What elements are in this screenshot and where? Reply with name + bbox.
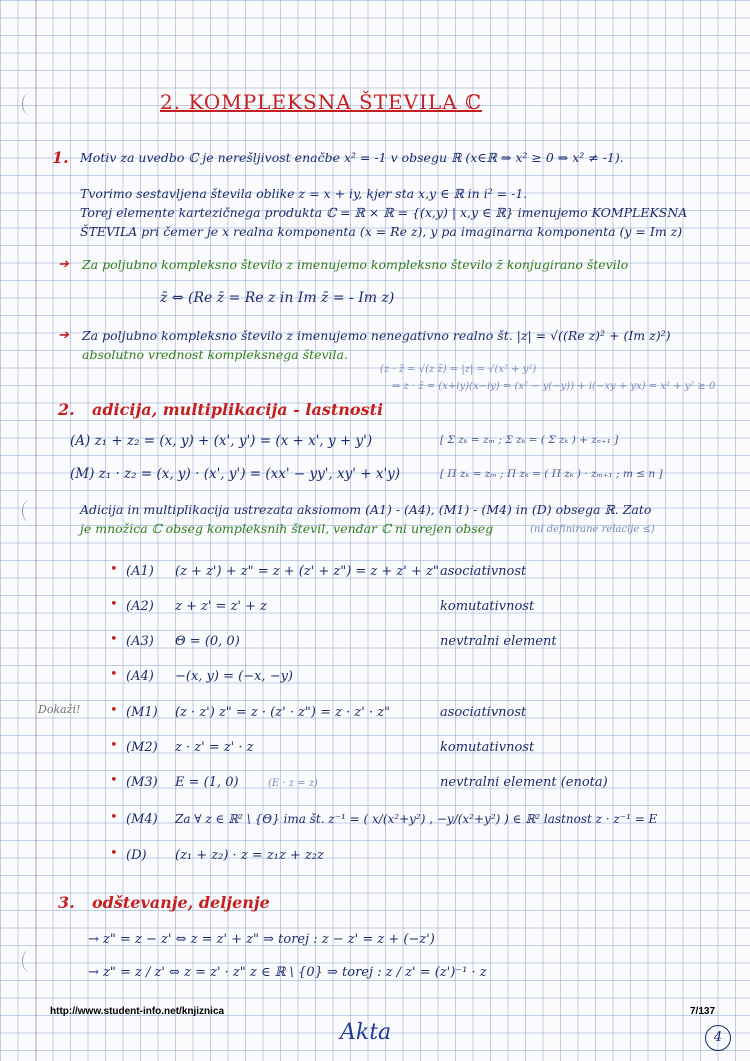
axiom-formula: Za ∀ z ∈ ℝ² \ {Θ} ima št. z⁻¹ = ( x/(x²+y²) , −y/(x²+y²) ) ∈ ℝ² lastnost z · z⁻¹ = E xyxy=(175,812,658,826)
axiom-name: komutativnost xyxy=(440,740,535,755)
binder-hole xyxy=(22,93,37,115)
paragraph-line: ŠTEVILA pri čemer je x realna komponenta (x = Re z), y pa imaginarna komponenta (y = Im z) xyxy=(80,224,683,239)
axiom-label: (A3) xyxy=(126,634,154,649)
motivation-line: Motiv za uvedbo ℂ je nerešljivost enačbe x² = -1 v obsegu ℝ (x∈ℝ ⇒ x² ≥ 0 ⇒ x² ≠ -1). xyxy=(80,150,624,165)
axiom-label: (A4) xyxy=(126,669,154,684)
side-note: Dokaži! xyxy=(38,703,81,716)
absolute-definition-2: absolutno vrednost kompleksnega števila. xyxy=(82,347,348,362)
bullet-icon: • xyxy=(110,810,118,825)
section-3-heading: odštevanje, deljenje xyxy=(92,893,270,912)
axiom-formula: −(x, y) = (−x, −y) xyxy=(175,669,294,684)
bullet-icon: • xyxy=(110,738,118,753)
arrow-icon: ➔ xyxy=(58,328,69,343)
paragraph-line: Adicija in multiplikacija ustrezata aksiomom (A1) - (A4), (M1) - (M4) in (D) obsega ℝ. Zato xyxy=(80,502,652,517)
axiom-name: asociativnost xyxy=(440,705,527,720)
axiom-name: nevtralni element xyxy=(440,634,557,649)
division-line: → z" = z / z' ⇔ z = z' · z" z ∈ ℝ \ {0} ⇒ torej : z / z' = (z')⁻¹ · z xyxy=(88,965,487,980)
bullet-icon: • xyxy=(110,703,118,718)
page-number-circle: 4 xyxy=(705,1025,731,1051)
axiom-label: (A2) xyxy=(126,599,154,614)
binder-hole xyxy=(22,500,37,522)
axiom-formula: Θ = (0, 0) xyxy=(175,634,240,649)
bullet-icon: • xyxy=(110,632,118,647)
section-2-heading: adicija, multiplikacija - lastnosti xyxy=(92,400,384,419)
axiom-label: (M2) xyxy=(126,740,158,755)
axiom-formula: E = (1, 0) xyxy=(175,775,239,790)
bullet-icon: • xyxy=(110,846,118,861)
paragraph-line: je množica ℂ obseg kompleksnih števil, vendar ℂ ni urejen obseg xyxy=(80,521,494,536)
margin-line xyxy=(36,0,37,1061)
section-1-number: 1. xyxy=(52,148,69,167)
absolute-note-2: ⇒ z · z̄ = (x+iy)(x−iy) = (x² − y(−y)) + i(−xy + yx) = x² + y² ≥ 0 xyxy=(392,381,716,392)
axiom-name: nevtralni element (enota) xyxy=(440,775,608,790)
arrow-icon: ➔ xyxy=(58,257,69,272)
bullet-icon: • xyxy=(110,773,118,788)
addition-formula: (A) z₁ + z₂ = (x, y) + (x', y') = (x + x', y + y') xyxy=(70,433,373,449)
axiom-label: (M1) xyxy=(126,705,158,720)
conjugate-definition: Za poljubno kompleksno število z imenujemo kompleksno število z̄ konjugirano število xyxy=(82,257,629,272)
akta-logo: Akta xyxy=(340,1020,392,1045)
absolute-note: (z · z̄ = √(z z̄) = |z| = √(x² + y²) xyxy=(380,364,537,375)
paragraph-note: (ni definirane relacije ≤) xyxy=(530,524,655,535)
axiom-label: (A1) xyxy=(126,564,154,579)
axiom-formula: (z + z') + z" = z + (z' + z") = z + z' + z" xyxy=(175,564,439,579)
absolute-definition: Za poljubno kompleksno število z imenujemo nenegativno realno št. |z| = √((Re z)² + (Im z)²) xyxy=(82,328,671,343)
conjugate-formula: z̄ ⇔ (Re z̄ = Re z in Im z̄ = - Im z) xyxy=(160,290,395,306)
multiplication-formula: (M) z₁ · z₂ = (x, y) · (x', y') = (xx' − yy', xy' + x'y) xyxy=(70,466,401,482)
axiom-formula: (z · z') z" = z · (z' · z") = z · z' · z" xyxy=(175,705,391,720)
axiom-formula: z · z' = z' · z xyxy=(175,740,254,755)
axiom-formula: z + z' = z' + z xyxy=(175,599,268,614)
section-2-number: 2. xyxy=(58,400,75,419)
axiom-label: (M4) xyxy=(126,812,158,827)
footer-page: 7/137 xyxy=(690,1006,716,1017)
page-title: 2. KOMPLEKSNA ŠTEVILA ℂ xyxy=(160,90,482,114)
bullet-icon: • xyxy=(110,562,118,577)
paragraph-line: Torej elemente kartezičnega produkta ℂ = ℝ × ℝ = {(x,y) | x,y ∈ ℝ} imenujemo KOMPLEKSNA xyxy=(80,205,688,220)
binder-hole xyxy=(22,950,37,972)
axiom-name: komutativnost xyxy=(440,599,535,614)
axiom-name: asociativnost xyxy=(440,564,527,579)
axiom-label: (D) xyxy=(126,848,147,863)
bullet-icon: • xyxy=(110,597,118,612)
axiom-label: (M3) xyxy=(126,775,158,790)
footer-url[interactable]: http://www.student-info.net/knjiznica xyxy=(50,1006,225,1017)
paragraph-line: Tvorimo sestavljena števila oblike z = x + iy, kjer sta x,y ∈ ℝ in i² = -1. xyxy=(80,186,528,201)
sum-note: [ Σ zₖ = zₘ ; Σ zₖ = ( Σ zₖ ) + zₙ₊₁ ] xyxy=(440,434,619,446)
product-note: [ Π zₖ = zₘ ; Π zₖ = ( Π zₖ ) · zₘ₊₁ ; m ≤ n ] xyxy=(440,468,663,480)
subtraction-line: → z" = z − z' ⇔ z = z' + z" ⇒ torej : z − z' = z + (−z') xyxy=(88,932,435,947)
section-3-number: 3. xyxy=(58,893,75,912)
bullet-icon: • xyxy=(110,667,118,682)
axiom-formula: (z₁ + z₂) · z = z₁z + z₂z xyxy=(175,848,324,863)
axiom-note: (E · z = z) xyxy=(268,778,318,789)
